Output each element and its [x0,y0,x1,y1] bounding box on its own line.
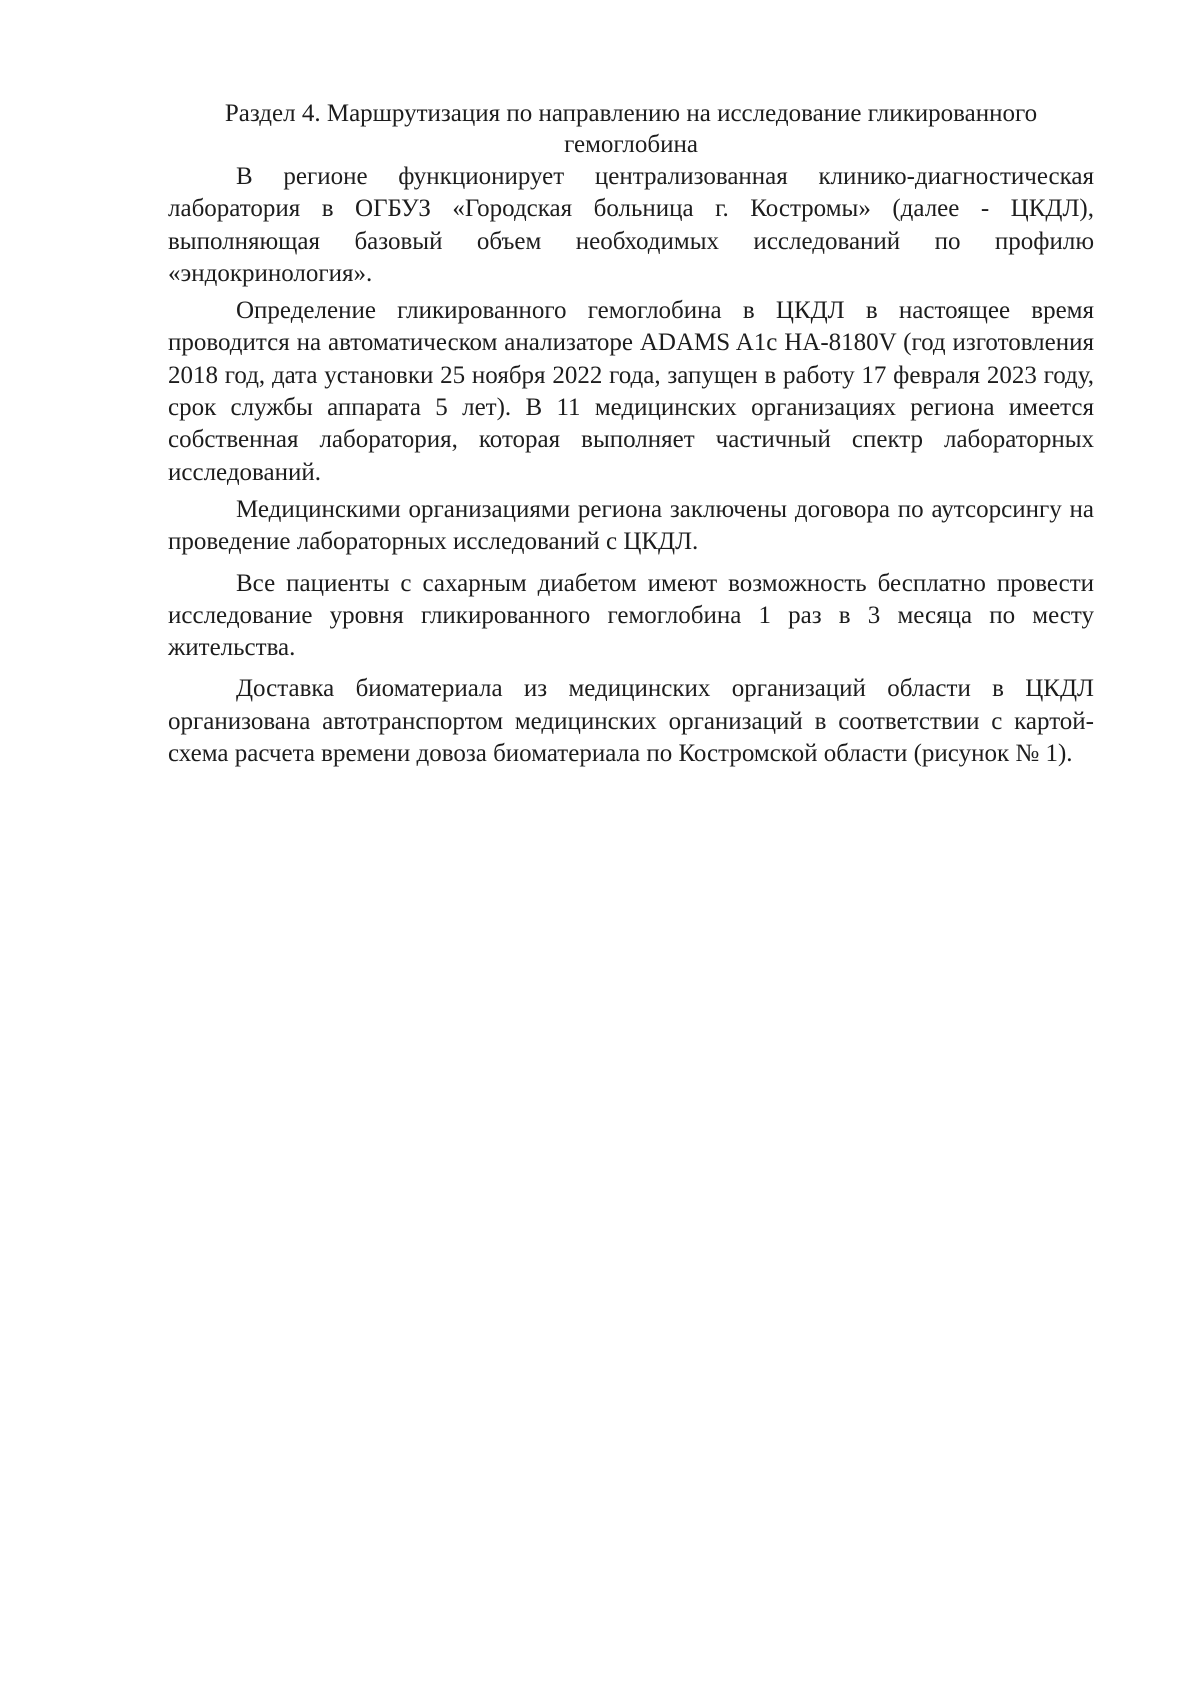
document-body [168,98,1094,770]
paragraph-laboratory: В регионе функционирует централизованная клинико-диагностическая лаборатория в ОГБУЗ «Городская больница г. Костромы» (далее - ЦКДЛ), выполняющая базовый объем необходимых исследований по профилю «эндокринология». [168,163,1094,287]
paragraph-outsourcing: Медицинскими организациями региона заключены договора по аутсорсингу на проведение лабораторных исследований с ЦКДЛ. [168,495,1094,556]
section-heading: Раздел 4. Маршрутизация по направлению на исследование гликированного гемоглобина [224,100,1038,158]
paragraph-patients: Все пациенты с сахарным диабетом имеют возможность бесплатно провести исследование уровня гликированного гемоглобина 1 раз в 3 месяца по месту жительства. [168,569,1094,662]
paragraph-analyzer: Определение гликированного гемоглобина в ЦКДЛ в настоящее время проводится на автоматическом анализаторе ADAMS A1c HA-8180V (год изготовления 2018 год, дата установки 25 ноября 2022 года, запущен в работу 17 февраля 2023 году, срок службы аппарата 5 лет). В 11 медицинских организациях региона имеется собственная лаборатория, которая выполняет частичный спектр лабораторных исследований. [168,297,1094,486]
paragraph-delivery: Доставка биоматериала из медицинских организаций области в ЦКДЛ организована автотранспортом медицинских организаций в соответствии с картой-схема расчета времени довоза биоматериала по Костромской области (рисунок № 1). [168,675,1094,768]
